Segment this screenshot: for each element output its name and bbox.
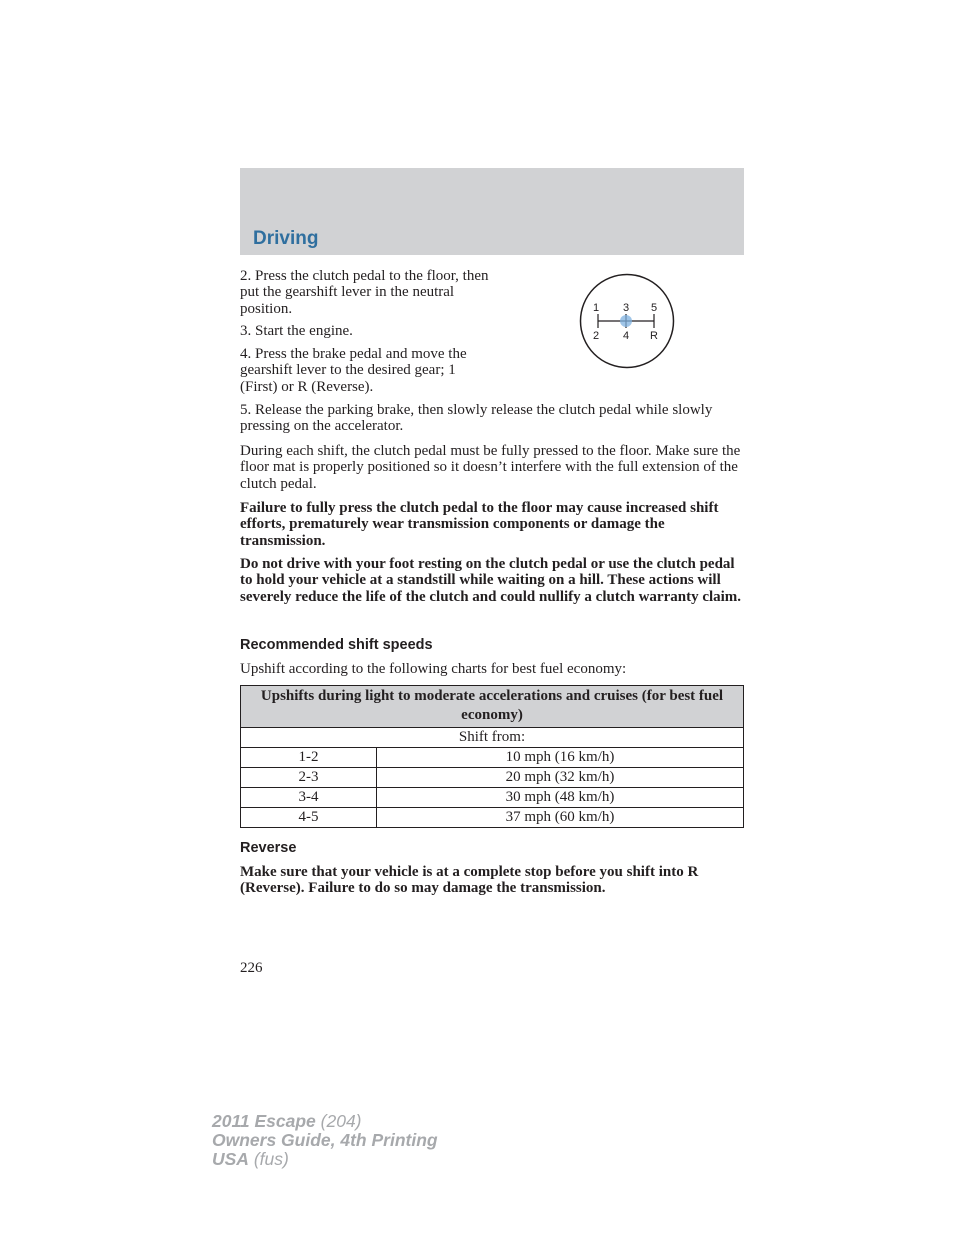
speed-cell: 20 mph (32 km/h) (377, 768, 744, 788)
footer-line-1: 2011 Escape (204) (212, 1111, 362, 1131)
table-row (241, 808, 744, 828)
step-4-text: 4. Press the brake pedal and move the gearshift lever to the desired gear; 1 (First) or R (Reverse). (240, 346, 467, 395)
gear-label-3: 3 (622, 302, 630, 314)
gear-label-r: R (650, 330, 658, 342)
footer-line-3: USA (fus) (212, 1149, 289, 1169)
gear-label-5: 5 (650, 302, 658, 314)
step-2-text: 2. Press the clutch pedal to the floor, then put the gearshift lever in the neutral position. (240, 268, 489, 317)
shift-pattern-diagram (578, 272, 676, 370)
shift-speeds-heading: Recommended shift speeds (240, 637, 433, 653)
section-title: Driving (253, 228, 319, 249)
gear-label-4: 4 (622, 330, 630, 342)
clutch-warning-2: Do not drive with your foot resting on the clutch pedal or use the clutch pedal to hold your vehicle at a standstill while waiting on a hill. These actions will severely reduce the life of the clutch and could nullify a clutch warranty claim. (240, 556, 742, 605)
reverse-heading: Reverse (240, 840, 297, 856)
table-subheader: Shift from: (241, 728, 744, 748)
gear-cell: 4-5 (241, 808, 377, 828)
speed-cell: 37 mph (60 km/h) (377, 808, 744, 828)
clutch-warning-1: Failure to fully press the clutch pedal to the floor may cause increased shift efforts, prematurely wear transmission components or damage the transmission. (240, 500, 719, 549)
shift-clutch-paragraph: During each shift, the clutch pedal must be fully pressed to the floor. Make sure the floor mat is properly positioned so it doesn’t interfere with the full extension of the clutch pedal. (240, 443, 741, 492)
speed-cell: 10 mph (16 km/h) (377, 748, 744, 768)
gear-cell: 3-4 (241, 788, 377, 808)
gear-label-1: 1 (592, 302, 600, 314)
step-3-text: 3. Start the engine. (240, 323, 353, 339)
neutral-position-marker (620, 315, 632, 327)
table-title: Upshifts during light to moderate accelerations and cruises (for best fuel economy) (241, 686, 744, 728)
table-row (241, 768, 744, 788)
gear-cell: 1-2 (241, 748, 377, 768)
gear-cell: 2-3 (241, 768, 377, 788)
shift-speeds-intro: Upshift according to the following charts for best fuel economy: (240, 661, 627, 677)
shift-speeds-table (240, 685, 744, 828)
reverse-warning: Make sure that your vehicle is at a complete stop before you shift into R (Reverse). Failure to do so may damage the transmission. (240, 864, 699, 897)
page-number: 226 (240, 960, 263, 976)
gear-label-2: 2 (592, 330, 600, 342)
table-row (241, 748, 744, 768)
speed-cell: 30 mph (48 km/h) (377, 788, 744, 808)
footer-line-2: Owners Guide, 4th Printing (212, 1130, 438, 1150)
table-row (241, 788, 744, 808)
document-footer (212, 1112, 438, 1169)
step-5-text: 5. Release the parking brake, then slowly release the clutch pedal while slowly pressing on the accelerator. (240, 402, 713, 435)
